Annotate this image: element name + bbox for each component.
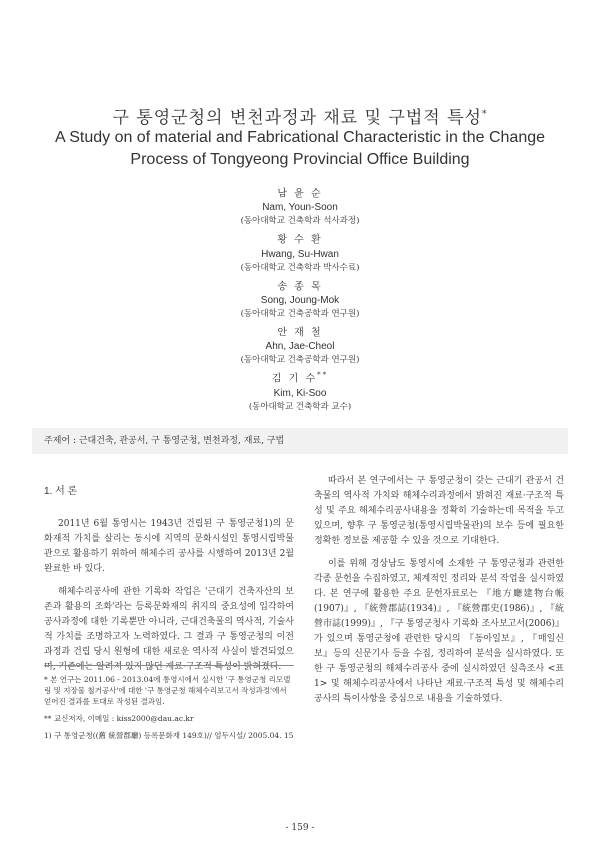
footnote: * 본 연구는 2011.06 - 2013.04에 통영시에서 실시한 '구 통영군청 리모델링 및 지장물 철거공사'에 대한 '구 통영군청 해체수리보고서 작성과정'에서 얻어진 결과를 토대로 작성된 결과임. bbox=[44, 675, 291, 706]
author-name-english: Hwang, Su-Hwan bbox=[261, 248, 339, 260]
author-affiliation: (동아대학교 건축학과 교수) bbox=[248, 401, 352, 412]
page-number: - 159 - bbox=[285, 823, 315, 833]
author-block bbox=[0, 183, 600, 228]
footnote: ** 교신저자, 이메일 : kiss2000@dau.ac.kr bbox=[44, 714, 194, 723]
author-name-english: Song, Joung-Mok bbox=[260, 294, 340, 306]
author-block bbox=[0, 322, 600, 367]
right-column bbox=[314, 474, 564, 707]
author-list bbox=[0, 183, 600, 415]
body-paragraph: 따라서 본 연구에서는 구 통영군청이 갖는 근대기 관공서 건축물의 역사적 가치와 해체수리과정에서 밝혀진 재료·구조적 특성 및 주요 해체수리공사내용을 정확히 기술하는데 목적을 두고 있으며, 향후 구 통영군청(통영시립박물관)의 보수 등에 필요한 정확한 정보를 제공할 수 있을 것으로 기대한다. bbox=[314, 476, 564, 546]
footnote: 1) 구 통영군청((舊 統營郡廳) 등록문화재 149호)// 엄두시설/ 2005.04. 15 bbox=[44, 731, 294, 740]
author-affiliation: (동아대학교 건축학과 박사수료) bbox=[240, 262, 360, 273]
author-name-korean: 김 기 수** bbox=[271, 371, 329, 385]
body-paragraph: 이를 위해 경상남도 통영시에 소재한 구 통영군청과 관련한 각종 문헌을 수집하였고, 체계적인 정리와 분석 작업을 실시하였다. 본 연구에 활용한 주요 문헌자료로는 『地方廳建物台帳(1907)』, 『統營郡誌(1934)』, 『統營郡史(1986)』, 『統營市誌(1999)』, 『구 통영군청사 기록화 조사보고서(2006)』가 있으며 통영군청에 관련한 당시의 『동아일보』, 『매일신보』등의 신문기사 등을 수집, 정리하여 분석을 실시하였다. 또한 구 통영군청의 해체수리공사 중에 실시하였던 실측조사 <표 1> 및 해체수리공사에서 나타난 재료·구조적 특성 및 해체수리공사의 특이사항을 중심으로 내용을 기술하였다. bbox=[314, 559, 564, 704]
author-name-korean: 송 종 목 bbox=[277, 280, 323, 292]
author-name-english: Kim, Ki-Soo bbox=[273, 387, 327, 399]
author-affiliation: (동아대학교 건축공학과 연구원) bbox=[240, 355, 360, 366]
author-name-korean: 남 윤 순 bbox=[277, 188, 323, 200]
author-name-english: Ahn, Jae-Cheol bbox=[265, 341, 335, 353]
section-heading: 1. 서 론 bbox=[44, 486, 78, 497]
body-paragraph: 해체수리공사에 관한 기록화 작업은 '근대기 건축자산의 보존과 활용의 조화'라는 등록문화재의 취지의 중요성에 입각하여 공사과정에 대한 기록뿐만 아니라, 근대건축물의 역사적, 기술사적 가치를 조명하고자 노력하였다. 그 결과 구 통영군청의 이전과정과 건립 당시 원형에 대한 새로운 역사적 사실이 발견되었으며, 기존에는 알려져 있지 않던 재료·구조적 특성이 밝혀졌다. bbox=[44, 587, 294, 672]
author-name-korean: 황 수 환 bbox=[277, 234, 323, 246]
author-name-english: Nam, Youn-Soon bbox=[262, 202, 338, 214]
author-block bbox=[0, 276, 600, 321]
author-block bbox=[0, 368, 600, 413]
author-affiliation: (동아대학교 건축학과 석사과정) bbox=[240, 216, 360, 227]
title-korean-text: 구 통영군청의 변천과정과 재료 및 구법적 특성 bbox=[112, 108, 482, 128]
left-column bbox=[44, 484, 294, 675]
body-paragraph: 2011년 6월 통영시는 1943년 건립된 구 통영군청1)의 문화재적 가치를 살리는 동시에 지역의 문화시설인 통영시립박물관으로 활용하기 위하여 해체수리 공사를 시행하여 2013년 2월 완료한 바 있다. bbox=[44, 519, 294, 574]
keywords-box: 주제어 : 근대건축, 관공서, 구 통영군청, 변천과정, 재료, 구법 bbox=[32, 428, 568, 454]
paper-title-korean bbox=[0, 103, 600, 128]
author-affiliation: (동아대학교 건축공학과 연구원) bbox=[240, 308, 360, 319]
paper-title-english: A Study on of material and Fabricational Characteristic in the Change Process of Tongyeong Provincial Office Building bbox=[54, 129, 546, 168]
footnotes bbox=[44, 665, 294, 747]
author-block bbox=[0, 229, 600, 274]
author-name-korean: 안 재 철 bbox=[277, 327, 323, 339]
title-footnote-mark: * bbox=[481, 109, 488, 120]
